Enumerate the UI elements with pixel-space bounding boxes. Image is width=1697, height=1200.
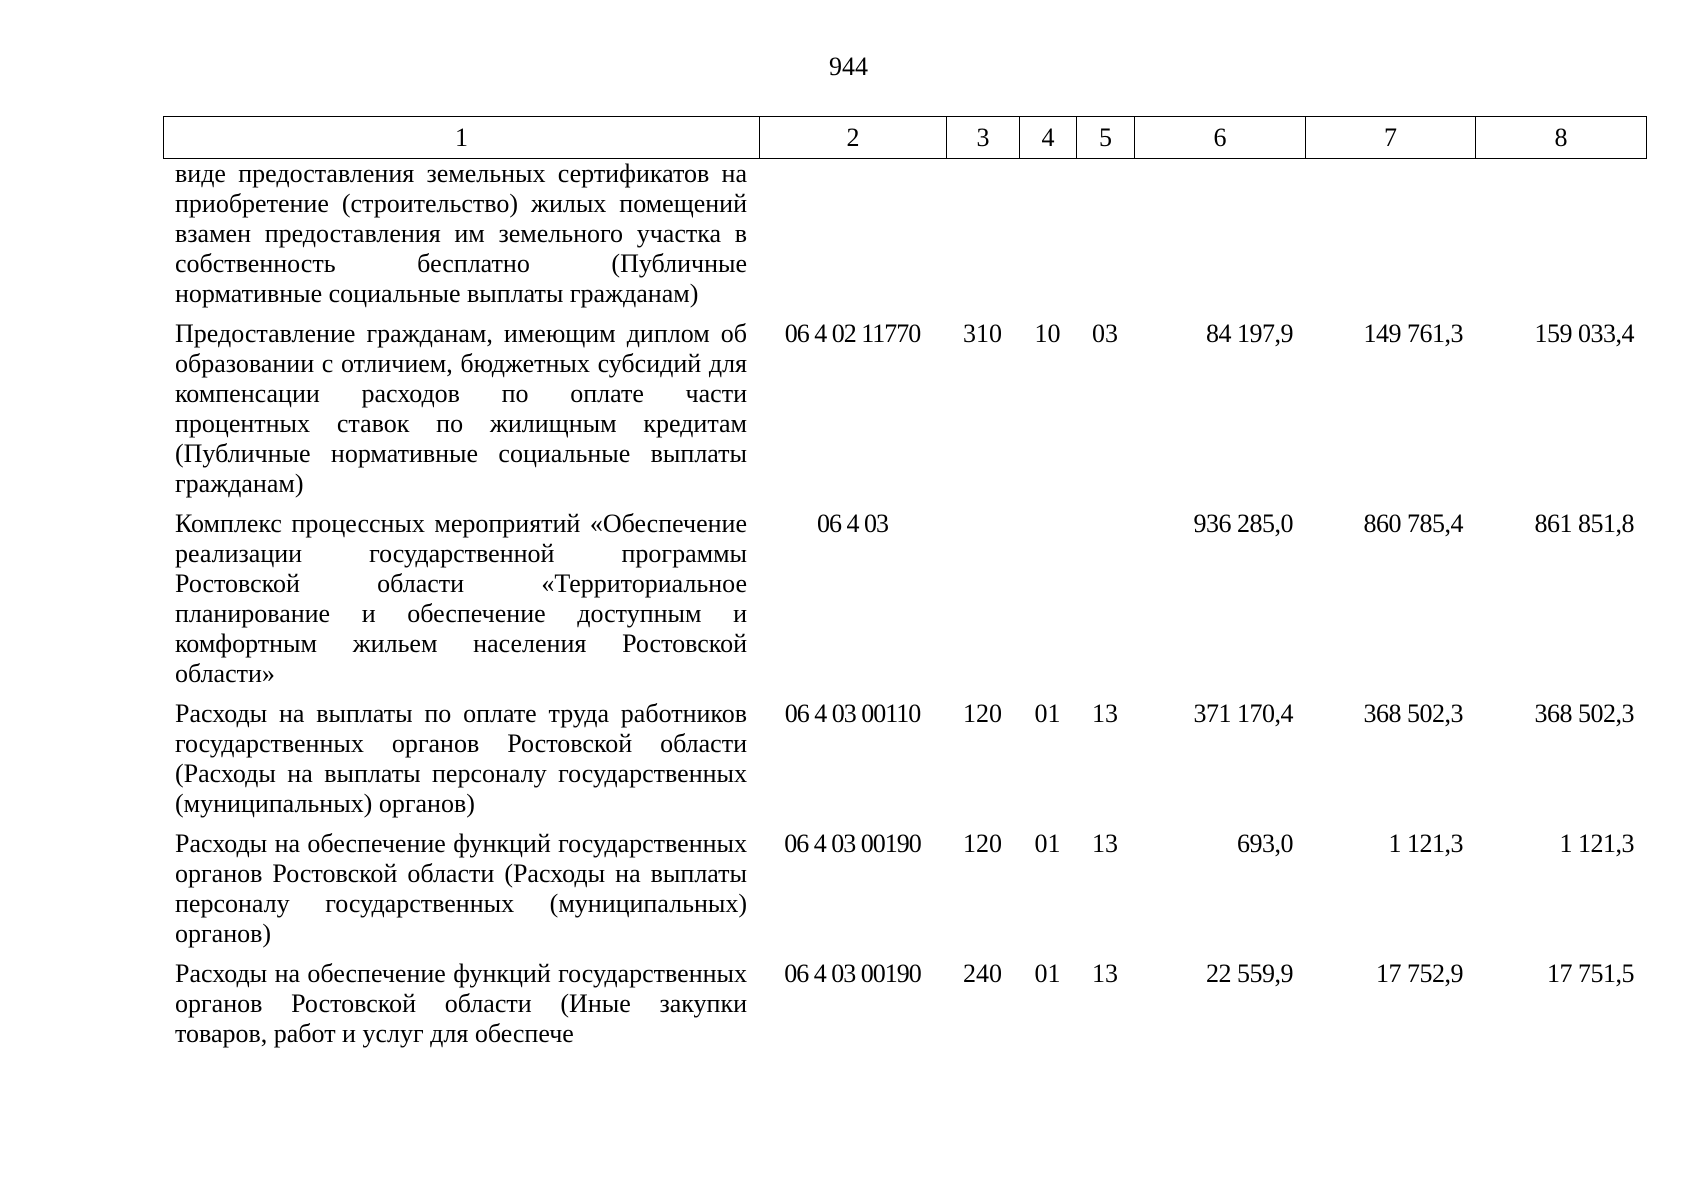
row-subsection: [1076, 159, 1134, 319]
row-value-col7: 1 121,3: [1388, 829, 1463, 858]
row-value-col8: 17 751,5: [1547, 959, 1634, 988]
row-value-col6: 371 170,4: [1193, 699, 1293, 728]
row-expense-type: 120: [963, 699, 1002, 728]
row-expense-type: 120: [963, 829, 1002, 858]
table-row: [163, 699, 1646, 829]
row-value-col7: 860 785,4: [1363, 509, 1463, 538]
table-row: [163, 829, 1646, 959]
row-section: 01: [1034, 829, 1061, 858]
row-subsection: 13: [1092, 959, 1118, 988]
header-cell-1: 1: [164, 117, 760, 159]
row-value-col8: [1475, 159, 1646, 319]
row-description: Предоставление гражданам, имеющим диплом об образовании с отличием, бюджетных субсидий для компенсации расходов по оплате части процентных ставок по жилищным кредитам (Публичные нормативные социальные выплаты гражданам): [175, 319, 747, 498]
row-value-col7: 149 761,3: [1363, 319, 1463, 348]
row-target-code: 06 4 03 00190: [784, 959, 921, 988]
row-value-col8: 368 502,3: [1534, 699, 1634, 728]
row-value-col7: 368 502,3: [1363, 699, 1463, 728]
row-description: Расходы на выплаты по оплате труда работников государственных органов Ростовской области (Расходы на выплаты персоналу государственных (муниципальных) органов): [175, 699, 747, 818]
row-description: Расходы на обеспечение функций государственных органов Ростовской области (Иные закупки товаров, работ и услуг для обеспече: [175, 959, 747, 1048]
header-cell-6: 6: [1135, 117, 1306, 159]
row-expense-type: 240: [963, 959, 1002, 988]
row-value-col8: 159 033,4: [1534, 319, 1634, 348]
row-expense-type: [946, 509, 1019, 699]
table-row: [163, 319, 1646, 509]
row-description: Комплекс процессных мероприятий «Обеспечение реализации государственной программы Ростовской области «Территориальное планирование и обеспечение доступным и комфортным жильем населения Ростовской области»: [175, 509, 747, 688]
row-value-col6: [1134, 159, 1305, 319]
table-row: [163, 959, 1646, 1059]
row-value-col7: [1305, 159, 1475, 319]
row-description: Расходы на обеспечение функций государственных органов Ростовской области (Расходы на выплаты персоналу государственных (муниципальных) органов): [175, 829, 747, 948]
row-section: 10: [1034, 319, 1061, 348]
row-description: виде предоставления земельных сертификатов на приобретение (строительство) жилых помещений взамен предоставления им земельного участка в собственность бесплатно (Публичные нормативные социальные выплаты гражданам): [175, 159, 747, 308]
header-row: [164, 117, 1647, 159]
row-subsection: 13: [1092, 829, 1118, 858]
row-expense-type: 310: [963, 319, 1002, 348]
row-section: 01: [1034, 699, 1061, 728]
row-subsection: 03: [1092, 319, 1118, 348]
row-value-col8: 1 121,3: [1559, 829, 1634, 858]
row-target-code: 06 4 02 11770: [784, 319, 921, 348]
row-value-col6: 22 559,9: [1206, 959, 1293, 988]
header-cell-2: 2: [760, 117, 947, 159]
row-value-col6: 693,0: [1237, 829, 1293, 858]
header-cell-7: 7: [1306, 117, 1476, 159]
table-row: [163, 509, 1646, 699]
header-cell-4: 4: [1020, 117, 1077, 159]
row-subsection: [1076, 509, 1134, 699]
row-section: [1019, 509, 1076, 699]
row-section: [1019, 159, 1076, 319]
budget-table: [163, 159, 1646, 1059]
row-value-col6: 936 285,0: [1193, 509, 1293, 538]
row-value-col6: 84 197,9: [1206, 319, 1293, 348]
header-cell-3: 3: [947, 117, 1020, 159]
row-target-code: [759, 159, 946, 319]
page-number: 944: [829, 52, 868, 81]
row-target-code: 06 4 03 00110: [784, 699, 921, 728]
row-subsection: 13: [1092, 699, 1118, 728]
row-expense-type: [946, 159, 1019, 319]
header-cell-8: 8: [1476, 117, 1647, 159]
table-row: [163, 159, 1646, 319]
row-target-code: 06 4 03 00190: [784, 829, 921, 858]
table-header: [163, 116, 1647, 159]
row-section: 01: [1034, 959, 1061, 988]
header-cell-5: 5: [1077, 117, 1135, 159]
row-value-col7: 17 752,9: [1376, 959, 1463, 988]
row-value-col8: 861 851,8: [1534, 509, 1634, 538]
row-target-code: 06 4 03: [817, 509, 888, 538]
